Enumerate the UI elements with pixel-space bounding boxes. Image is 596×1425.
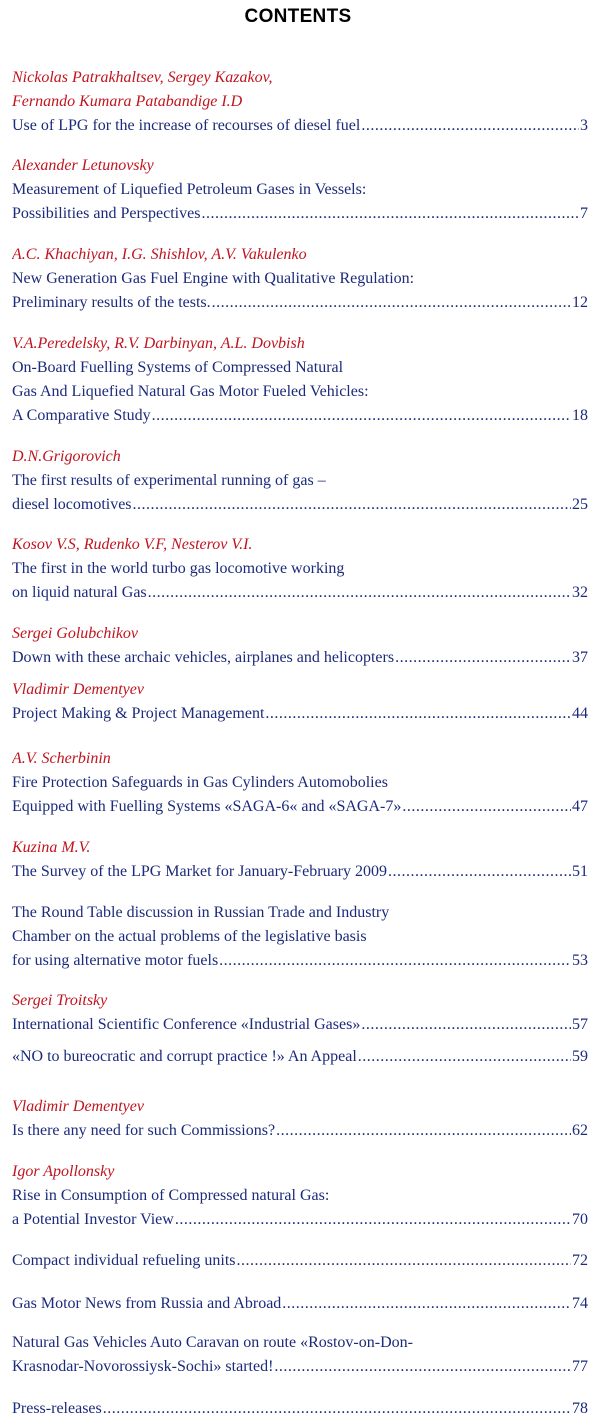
entry-title-final-line [12,581,588,605]
entry-title-text: Use of LPG for the increase of recourses of diesel fuel [12,117,361,134]
entry-title-text: Is there any need for such Commissions? [12,1122,276,1139]
toc-entry[interactable] [12,836,588,884]
entry-title-line: On-Board Fuelling Systems of Compressed Natural [12,359,344,376]
entry-authors: D.N.Grigorovich [12,448,121,465]
entry-title-final-line [12,1397,588,1421]
toc-entry[interactable] [12,1397,588,1421]
toc-entry[interactable] [12,1045,588,1069]
entry-title-text: Gas Motor News from Russia and Abroad [12,1295,282,1312]
dot-leader [103,1397,571,1421]
entry-title-final-line [12,1119,588,1143]
entry-title-line: The first results of experimental running of gas – [12,472,326,489]
page-number: 7 [580,205,588,222]
toc-entry[interactable] [12,1095,588,1143]
toc-entry[interactable] [12,445,588,517]
page-number: 3 [580,117,588,134]
entry-title-line: Gas And Liquefied Natural Gas Motor Fueled Vehicles: [12,383,369,400]
entry-title-final-line [12,291,588,315]
entry-title-final-line [12,1249,588,1273]
dot-leader [265,702,571,726]
page-number: 12 [572,294,588,311]
page-number: 51 [572,863,588,880]
entry-authors: Vladimir Dementyev [12,1098,144,1115]
dot-leader [212,291,571,315]
toc-entry[interactable] [12,1331,588,1379]
entry-title-final-line [12,114,588,138]
entry-title-text: The Survey of the LPG Market for January-February 2009 [12,863,388,880]
entry-title-text: Press-releases [12,1400,102,1417]
page-number: 57 [572,1016,588,1033]
toc-entry[interactable] [12,989,588,1037]
entry-title-final-line [12,1045,588,1069]
entry-title-line: Measurement of Liquefied Petroleum Gases in Vessels: [12,181,367,198]
page-number: 32 [572,584,588,601]
entry-authors: V.A.Peredelsky, R.V. Darbinyan, A.L. Dovbish [12,335,305,352]
entry-title-text: diesel locomotives [12,496,132,513]
entry-authors: Fernando Kumara Patabandige I.D [12,93,243,110]
page-number: 74 [572,1295,588,1312]
entry-title-final-line [12,860,588,884]
dot-leader [219,949,571,973]
entry-title-text: A Comparative Study [12,407,151,424]
dot-leader [276,1119,571,1143]
toc-entry[interactable] [12,533,588,605]
entry-authors: Sergei Golubchikov [12,625,139,642]
entry-authors: Kuzina M.V. [12,839,91,856]
page-number: 53 [572,952,588,969]
page-number: 44 [572,705,588,722]
entry-title-line: Chamber on the actual problems of the legislative basis [12,928,367,945]
entry-title-final-line [12,493,588,517]
dot-leader [274,1355,571,1379]
entry-title-final-line [12,1013,588,1037]
entry-title-text: Possibilities and Perspectives [12,205,201,222]
entry-title-final-line [12,1208,588,1232]
entry-title-final-line [12,202,588,226]
entry-title-text: International Scientific Conference «Industrial Gases» [12,1016,361,1033]
entry-title-final-line [12,702,588,726]
entry-title-text: for using alternative motor fuels [12,952,219,969]
dot-leader [402,795,571,819]
entry-title-text: Preliminary results of the tests. [12,294,211,311]
entry-title-line: The Round Table discussion in Russian Trade and Industry [12,904,390,921]
toc-entry[interactable] [12,243,588,315]
dot-leader [282,1292,571,1316]
dot-leader [175,1208,571,1232]
entry-authors: A.V. Scherbinin [12,750,111,767]
toc-entry[interactable] [12,901,588,973]
entry-title-final-line [12,1355,588,1379]
toc-entry[interactable] [12,1292,588,1316]
page-number: 25 [572,496,588,513]
entry-title-final-line [12,404,588,428]
entry-title-text: Equipped with Fuelling Systems «SAGA-6« and «SAGA-7» [12,798,402,815]
page-number: 77 [572,1358,588,1375]
entry-authors: Sergei Troitsky [12,992,108,1009]
entry-title-line: Fire Protection Safeguards in Gas Cylinders Automobolies [12,774,388,791]
entry-title-final-line [12,949,588,973]
toc-entry[interactable] [12,154,588,226]
entry-authors: Alexander Letunovsky [12,157,154,174]
dot-leader [148,581,571,605]
dot-leader [395,646,571,670]
toc-entry[interactable] [12,1160,588,1232]
page-number: 18 [572,407,588,424]
page-number: 47 [572,798,588,815]
entry-title-text: «NO to bureocratic and corrupt practice !» An Appeal [12,1048,357,1065]
toc-entry[interactable] [12,66,588,138]
contents-heading: CONTENTS [244,6,352,27]
entry-authors: Igor Apollonsky [12,1163,115,1180]
entry-title-final-line [12,646,588,670]
page-number: 78 [572,1400,588,1417]
toc-entry[interactable] [12,332,588,428]
dot-leader [152,404,571,428]
dot-leader [361,114,579,138]
dot-leader [237,1249,571,1273]
entry-title-text: Compact individual refueling units [12,1252,236,1269]
page-number: 62 [572,1122,588,1139]
entry-title-text: on liquid natural Gas [12,584,147,601]
toc-entry[interactable] [12,747,588,819]
dot-leader [358,1045,571,1069]
entry-title-line: Rise in Consumption of Compressed natural Gas: [12,1187,330,1204]
entry-title-final-line [12,1292,588,1316]
entry-title-text: a Potential Investor View [12,1211,174,1228]
entry-authors: A.C. Khachiyan, I.G. Shishlov, A.V. Vakulenko [12,246,307,263]
toc-entry[interactable] [12,678,588,726]
page-number: 59 [572,1048,588,1065]
page-number: 37 [572,649,588,666]
dot-leader [388,860,571,884]
entry-authors: Vladimir Dementyev [12,681,144,698]
entry-title-text: Krasnodar-Novorossiysk-Sochi» started! [12,1358,274,1375]
entry-title-text: Down with these archaic vehicles, airplanes and helicopters [12,649,395,666]
page-number: 72 [572,1252,588,1269]
dot-leader [361,1013,571,1037]
entry-title-final-line [12,795,588,819]
entry-title-text: Project Making & Project Management [12,705,265,722]
toc-entry[interactable] [12,1249,588,1273]
dot-leader [201,202,579,226]
entry-title-line: Natural Gas Vehicles Auto Caravan on route «Rostov-on-Don- [12,1334,413,1351]
dot-leader [133,493,571,517]
toc-entry[interactable] [12,622,588,670]
entry-title-line: The first in the world turbo gas locomotive working [12,560,345,577]
entry-authors: Kosov V.S, Rudenko V.F, Nesterov V.I. [12,536,253,553]
page-number: 70 [572,1211,588,1228]
entry-title-line: New Generation Gas Fuel Engine with Qualitative Regulation: [12,270,415,287]
entry-authors: Nickolas Patrakhaltsev, Sergey Kazakov, [12,69,273,86]
